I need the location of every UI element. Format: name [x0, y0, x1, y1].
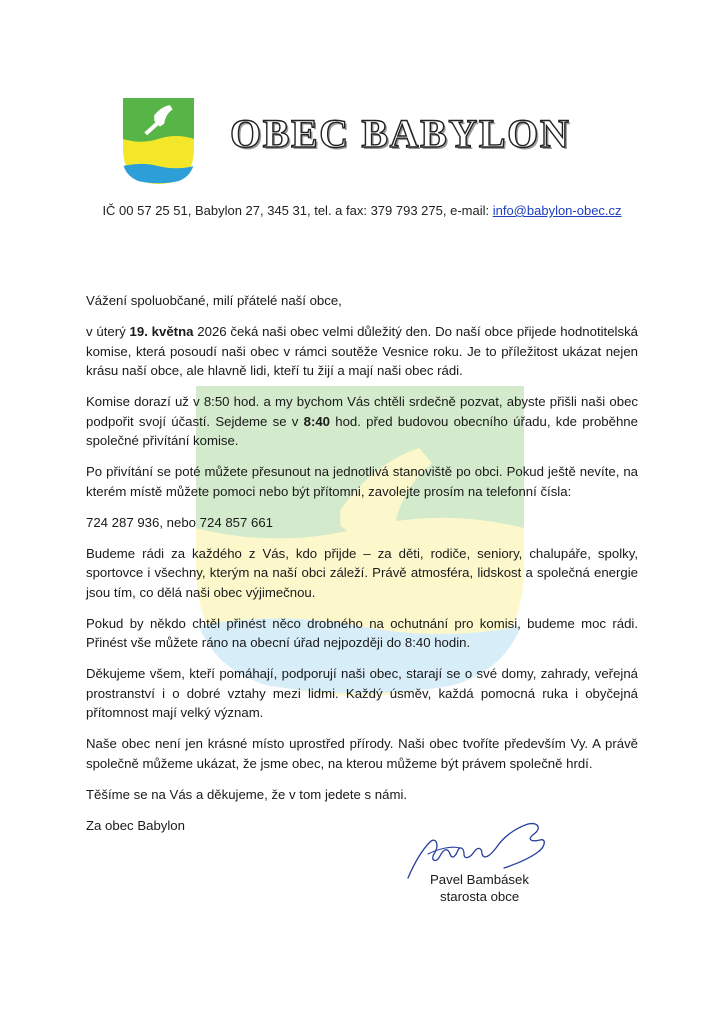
meeting-time: 8:40: [303, 413, 331, 429]
paragraph-community: Naše obec není jen krásné místo uprostřed přírody. Naši obec tvoříte především Vy. A právě společně můžeme ukázat, že jsme obec, na kterou můžeme být právem společně hrdí.: [86, 736, 638, 771]
phone-numbers: 724 287 936, nebo 724 857 661: [86, 514, 274, 530]
signature-block: [400, 812, 580, 904]
contact-details: IČ 00 57 25 51, Babylon 27, 345 31, tel. a fax: 379 793 275, e-mail:: [102, 203, 493, 218]
text-segment: Komise dorazí už v 8:50 hod. a my bychom Vás chtěli srdečně pozvat, abyste přišli naši obec podpořit svojí účastí. Sejdeme se v: [86, 394, 638, 429]
contact-line: [0, 203, 724, 218]
paragraph-event: [86, 322, 638, 381]
email-link[interactable]: info@babylon-obec.cz: [492, 203, 622, 218]
paragraph-everyone: Budeme rádi za každého z Vás, kdo přijde – za děti, rodiče, seniory, chalupáře, spolky, sportovce i všechny, kterým na naší obci záleží. Právě atmosféra, lidskost a společná energie jsou tím, co dělá naši obec výjimečnou.: [86, 545, 638, 600]
page-title: OBEC BABYLON: [230, 111, 571, 156]
closing: Za obec Babylon: [86, 817, 185, 833]
text-segment: v úterý: [86, 324, 130, 339]
text-segment: hod. před budovou obecního úřadu, kde proběhne společné přivítání komise.: [86, 413, 638, 448]
village-crest-icon: [123, 98, 194, 184]
paragraph-stations: Po přivítání se poté můžete přesunout na jednotlivá stanoviště po obci. Pokud ještě nevíte, na kterém místě můžete pomoci nebo být přítomni, zavolejte prosím na telefonní čísla:: [86, 464, 638, 499]
event-date: 19. května: [129, 324, 194, 339]
letterhead: [0, 0, 724, 230]
signatory-name: Pavel Bambásek: [430, 872, 529, 887]
paragraph-looking-forward: Těšíme se na Vás a děkujeme, že v tom jedete s námi.: [86, 786, 408, 802]
paragraph-thanks: Děkujeme všem, kteří pomáhají, podporují naši obec, starají se o své domy, zahrady, veřejná prostranství i o dobré vztahy mezi lidmi. Každý úsměv, každá pomocná ruka i obyčejná přítomnost mají velký význam.: [86, 666, 638, 720]
paragraph-arrival: [86, 392, 638, 451]
text-segment: 2026 čeká naši obec velmi důležitý den. Do naší obce přijede hodnotitelská komise, která posoudí naši obec v rámci soutěže Vesnice roku. Je to příležitost ukázat nejen krásu naší obce, ale hlavně lidi, kteří tu žijí a mají naši obec rádi.: [86, 324, 638, 378]
greeting: Vážení spoluobčané, milí přátelé naší obce,: [86, 293, 342, 308]
paragraph-refreshments: Pokud by někdo chtěl přinést něco drobného na ochutnání pro komisi, budeme moc rádi. Přinést vše můžete ráno na obecní úřad nejpozději do 8:40 hodin.: [86, 615, 638, 650]
signatory-role: starosta obce: [440, 889, 520, 904]
letter-body: [86, 291, 638, 847]
